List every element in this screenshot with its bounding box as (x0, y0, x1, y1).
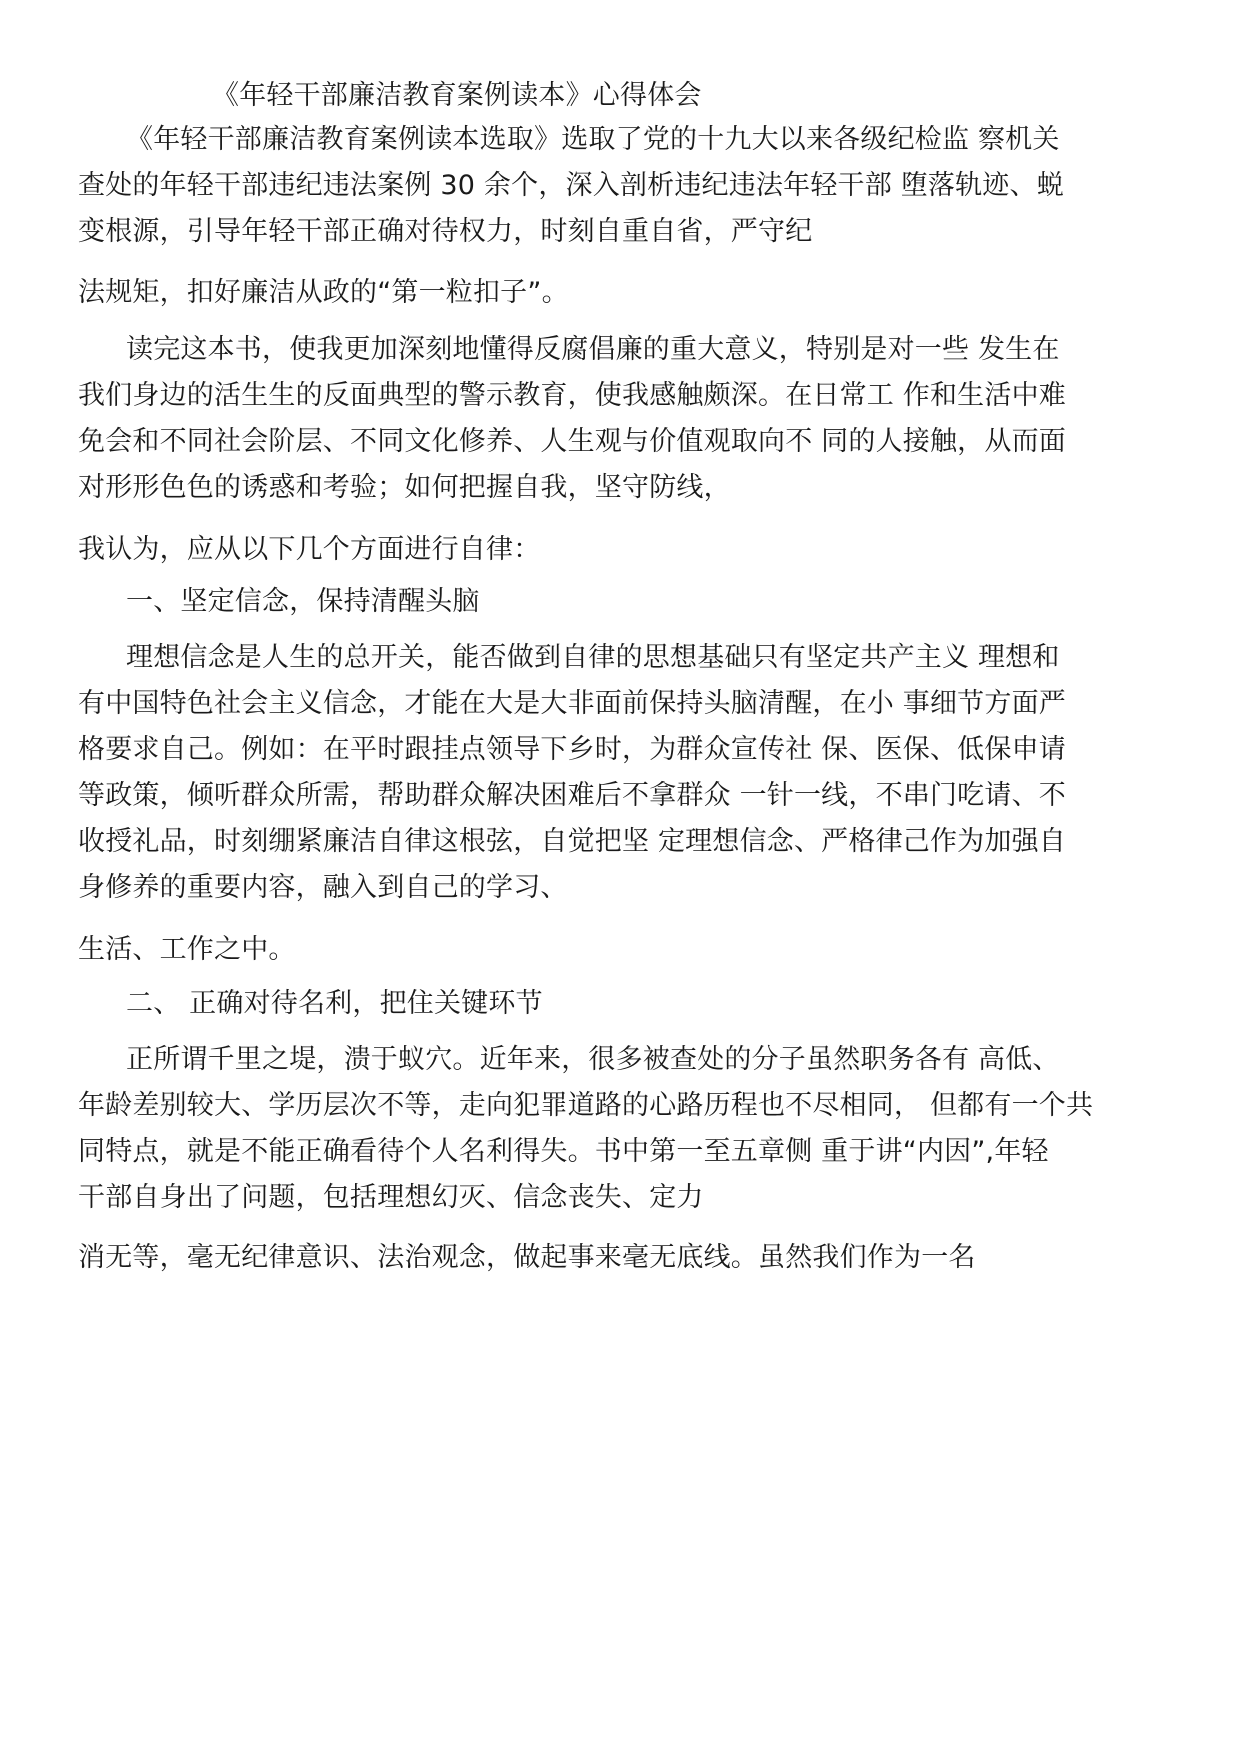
section-heading: 二、 正确对待名利，把住关键环节 (126, 988, 543, 1019)
paragraph-line: 读完这本书，使我更加深刻地懂得反腐倡廉的重大意义，特别是对一些 发生在 (126, 334, 1060, 365)
paragraph-line: 正所谓千里之堤，溃于蚁穴。近年来，很多被查处的分子虽然职务各有 高低、 (126, 1044, 1060, 1075)
paragraph-line: 我们身边的活生生的反面典型的警示教育，使我感触颇深。在日常工 作和生活中难 (78, 380, 1066, 411)
paragraph-line: 收授礼品，时刻绷紧廉洁自律这根弦，自觉把坚 定理想信念、严格律己作为加强自 (78, 826, 1066, 857)
paragraph-line: 同特点，就是不能正确看待个人名利得失。书中第一至五章侧 重于讲“内因”,年轻 (78, 1136, 1049, 1167)
paragraph-line: 消无等，毫无纪律意识、法治观念，做起事来毫无底线。虽然我们作为一名 (78, 1242, 976, 1273)
paragraph-line: 年龄差别较大、学历层次不等，走向犯罪道路的心路历程也不尽相同， 但都有一个共 (78, 1090, 1094, 1121)
paragraph-line: 格要求自己。例如：在平时跟挂点领导下乡时，为群众宣传社 保、医保、低保申请 (78, 734, 1066, 765)
paragraph-line: 变根源，引导年轻干部正确对待权力，时刻自重自省，严守纪 (78, 216, 813, 247)
paragraph-line: 生活、工作之中。 (78, 934, 296, 965)
paragraph-line: 对形形色色的诱惑和考验；如何把握自我，坚守防线， (78, 472, 731, 503)
document-title: 《年轻干部廉洁教育案例读本》心得体会 (212, 80, 702, 111)
paragraph-line: 干部自身出了问题，包括理想幻灭、信念丧失、定力 (78, 1182, 704, 1213)
paragraph-line: 我认为，应从以下几个方面进行自律： (78, 534, 541, 565)
paragraph-line: 查处的年轻干部违纪违法案例 30 余个，深入剖析违纪违法年轻干部 堕落轨迹、蜕 (78, 170, 1064, 201)
paragraph-line: 理想信念是人生的总开关，能否做到自律的思想基础只有坚定共产主义 理想和 (126, 642, 1060, 673)
section-heading: 一、坚定信念，保持清醒头脑 (126, 586, 480, 617)
paragraph-line: 身修养的重要内容，融入到自己的学习、 (78, 872, 568, 903)
paragraph-line: 法规矩，扣好廉洁从政的“第一粒扣子”。 (78, 277, 569, 308)
paragraph-line: 等政策，倾听群众所需，帮助群众解决困难后不拿群众 一针一线，不串门吃请、不 (78, 780, 1066, 811)
paragraph-line: 《年轻干部廉洁教育案例读本选取》选取了党的十九大以来各级纪检监 察机关 (126, 124, 1060, 155)
paragraph-line: 有中国特色社会主义信念，才能在大是大非面前保持头脑清醒，在小 事细节方面严 (78, 688, 1066, 719)
paragraph-line: 免会和不同社会阶层、不同文化修养、人生观与价值观取向不 同的人接触，从而面 (78, 426, 1066, 457)
